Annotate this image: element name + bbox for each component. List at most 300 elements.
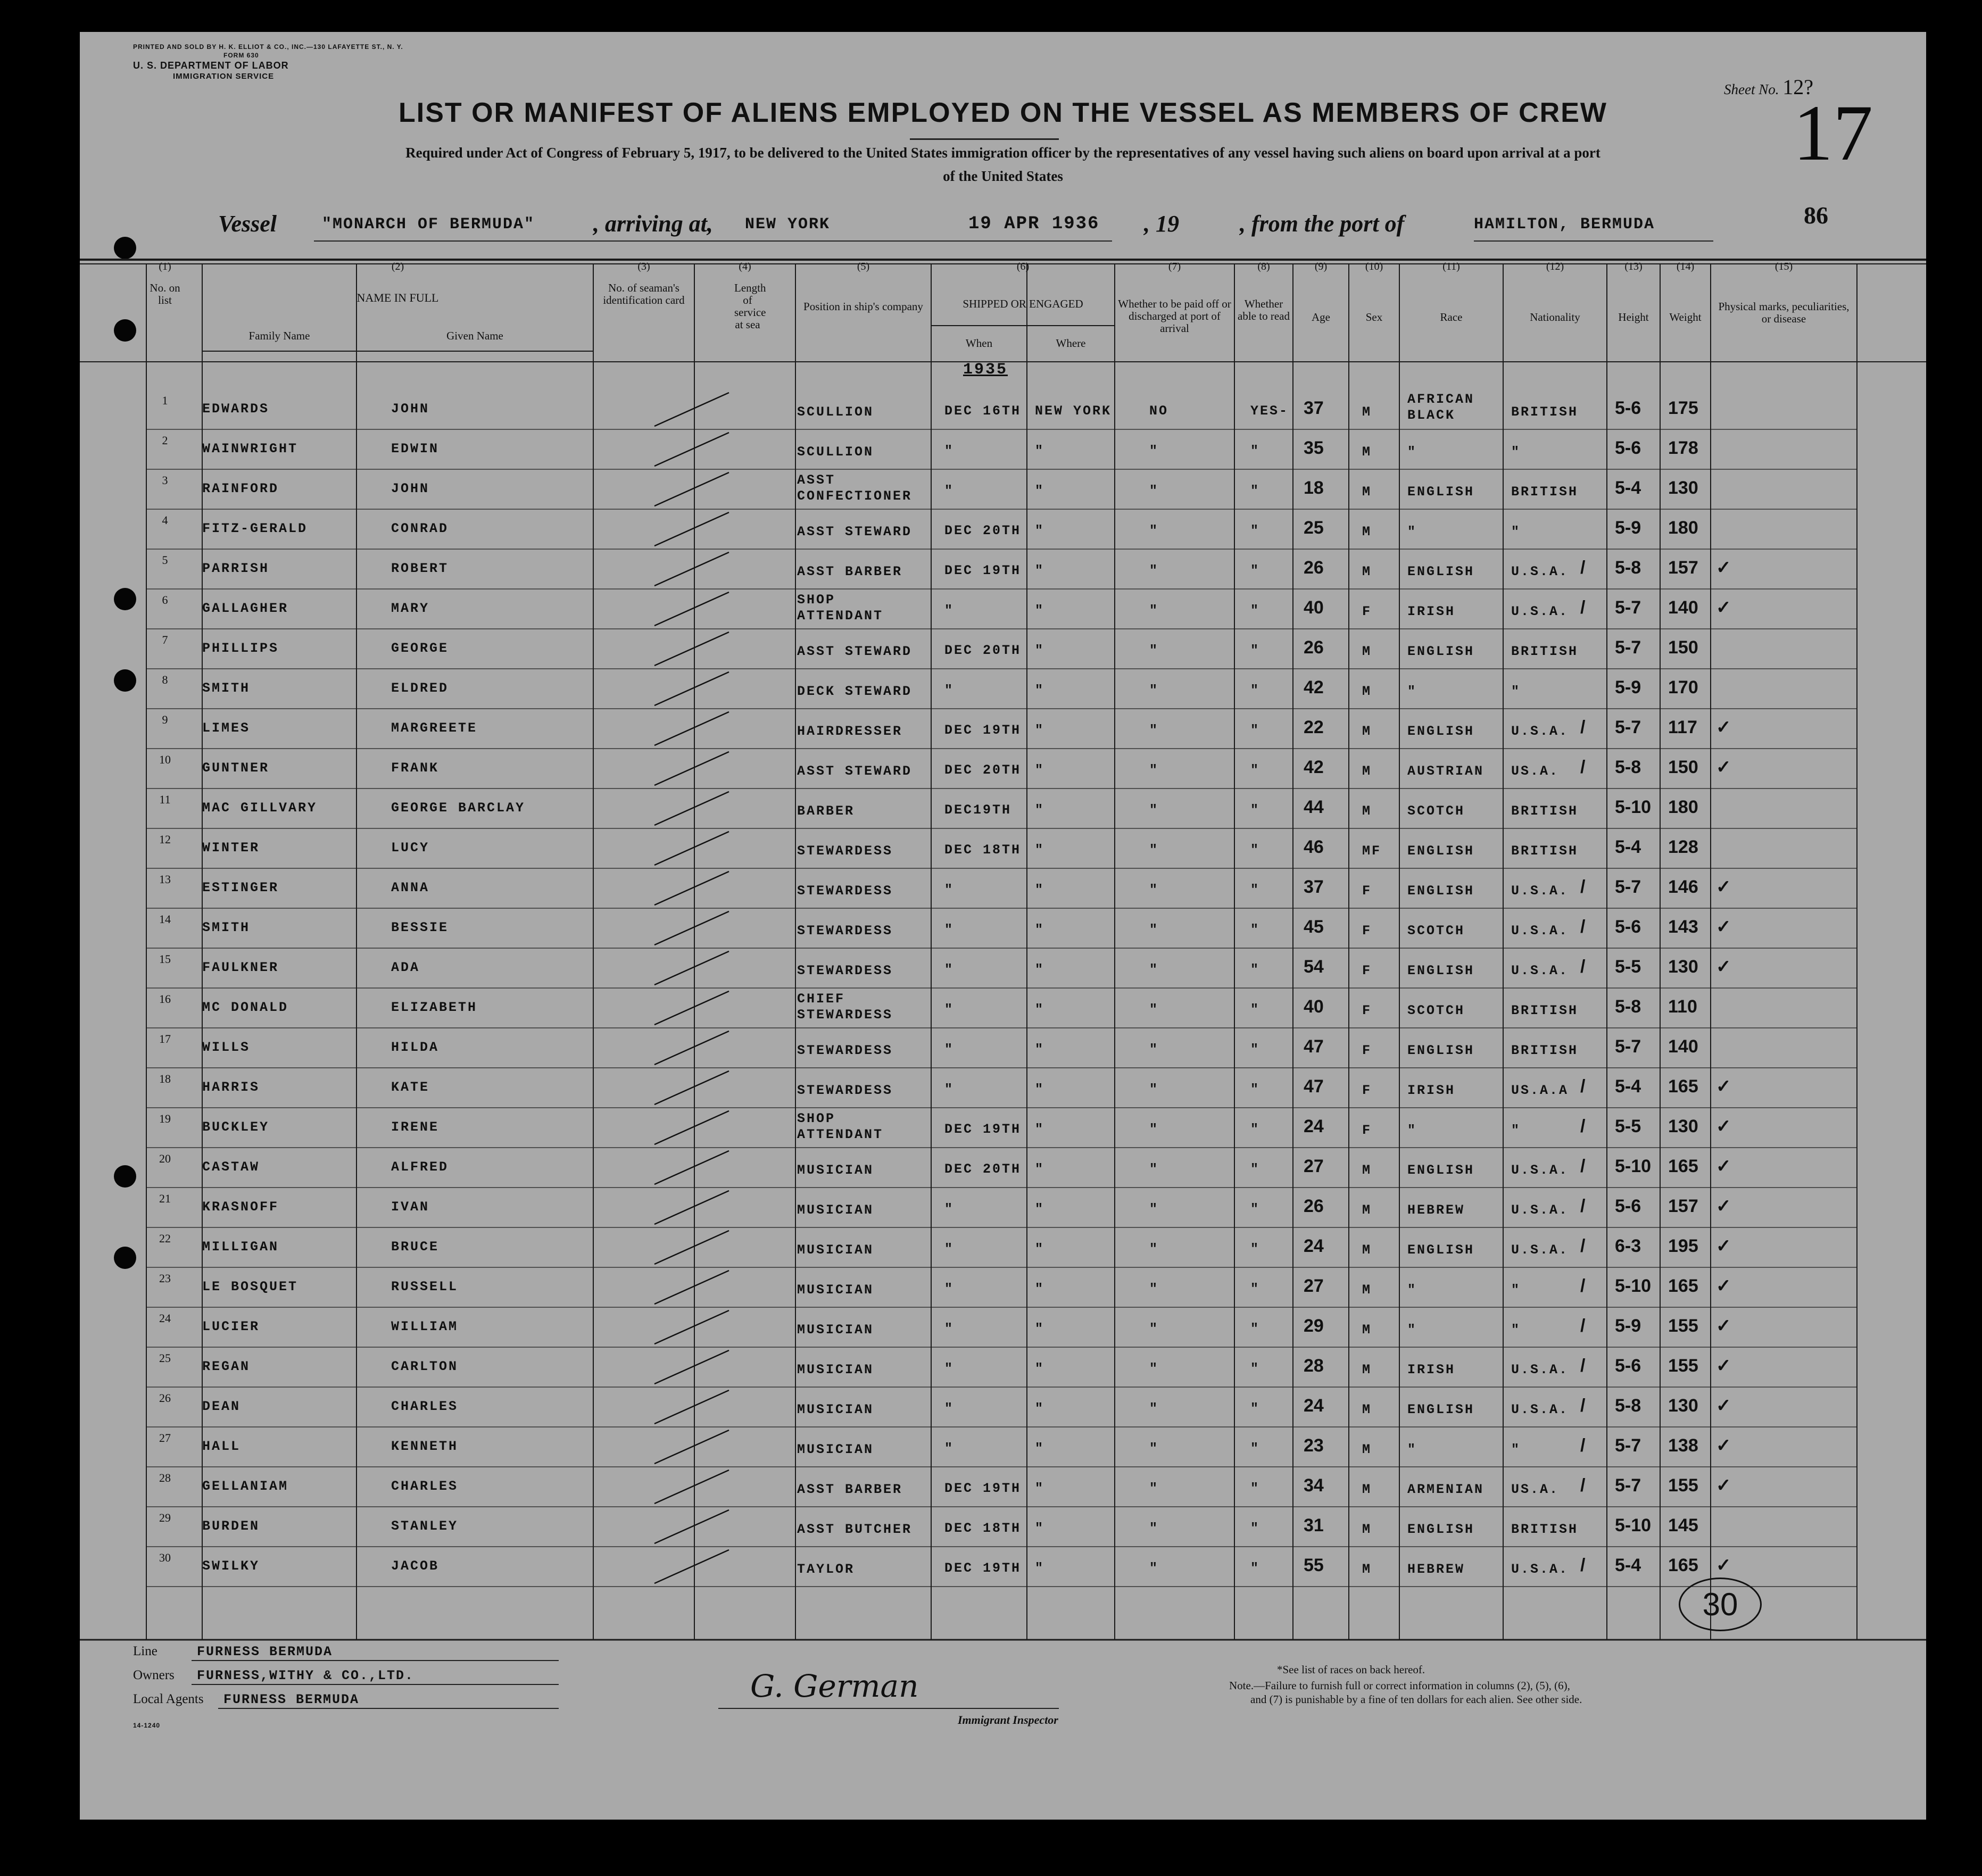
able-to-read: " (1250, 1082, 1260, 1097)
position: STEWARDESS (797, 843, 893, 859)
paid-off: NO (1149, 403, 1169, 419)
family-name: HALL (202, 1439, 241, 1454)
form-number: FORM 630 (223, 52, 259, 59)
where-engaged: NEW YORK (1035, 403, 1112, 419)
check-mark: ✓ (1716, 1116, 1731, 1136)
where-engaged: " (1035, 483, 1045, 499)
nationality: U.S.A. (1511, 1202, 1569, 1218)
given-name: JOHN (391, 481, 430, 496)
position: SHOP (797, 592, 836, 608)
nationality: U.S.A. (1511, 1402, 1569, 1417)
given-name: LUCY (391, 840, 430, 856)
when-engaged: " (944, 962, 955, 977)
given-name: ADA (391, 960, 420, 975)
card-slash-mark (654, 1191, 729, 1224)
card-slash-mark (654, 832, 729, 865)
height: 6-3 (1615, 1236, 1641, 1256)
race: HEBREW (1407, 1202, 1465, 1218)
able-to-read: " (1250, 1560, 1260, 1576)
race: SCOTCH (1407, 803, 1465, 819)
card-slash-mark (654, 1470, 729, 1504)
nationality-mark: / (1580, 1396, 1586, 1416)
nationality-mark: / (1580, 1555, 1586, 1575)
position: MUSICIAN (797, 1322, 874, 1338)
weight: 138 (1668, 1435, 1698, 1456)
weight: 180 (1668, 518, 1698, 538)
where-engaged: " (1035, 1122, 1045, 1137)
age: 44 (1304, 797, 1324, 817)
nationality: " (1511, 444, 1521, 460)
col-14-number: (14) (1676, 261, 1695, 272)
race: ENGLISH (1407, 843, 1475, 859)
weight: 130 (1668, 1116, 1698, 1136)
when-engaged: DEC 18TH (944, 1521, 1022, 1536)
given-name: BRUCE (391, 1239, 439, 1255)
weight: 155 (1668, 1475, 1698, 1496)
printer-line: PRINTED AND SOLD BY H. K. ELLIOT & CO., INC.—130 LAFAYETTE ST., N. Y. (133, 43, 403, 51)
able-to-read: " (1250, 842, 1260, 858)
given-name: RUSSELL (391, 1279, 459, 1294)
row-number: 10 (159, 753, 171, 766)
paid-off: " (1149, 1481, 1159, 1496)
card-slash-mark (654, 512, 729, 546)
where-engaged: " (1035, 842, 1045, 858)
family-name: KRASNOFF (202, 1199, 279, 1215)
age: 42 (1304, 677, 1324, 698)
check-mark: ✓ (1716, 1076, 1731, 1097)
age: 18 (1304, 478, 1324, 498)
weight: 130 (1668, 1396, 1698, 1416)
when-engaged: DEC 19TH (944, 563, 1022, 578)
card-slash-mark (654, 1151, 729, 1184)
owners-value: FURNESS,WITHY & CO.,LTD. (197, 1668, 414, 1683)
where-engaged: " (1035, 1481, 1045, 1496)
where-engaged: " (1035, 1321, 1045, 1337)
age: 34 (1304, 1475, 1324, 1496)
paid-off: " (1149, 802, 1159, 818)
row-number: 24 (159, 1311, 171, 1325)
race: ENGLISH (1407, 1522, 1475, 1537)
age: 26 (1304, 558, 1324, 578)
when-engaged: " (944, 1042, 955, 1057)
row-number: 20 (159, 1152, 171, 1165)
sex: MF (1362, 843, 1382, 859)
height: 5-5 (1615, 1116, 1641, 1136)
height: 5-7 (1615, 1475, 1641, 1496)
form-code: 14-1240 (133, 1722, 161, 1729)
nationality-mark: / (1580, 1236, 1586, 1256)
age: 25 (1304, 518, 1324, 538)
col-2-number: (2) (391, 261, 404, 272)
able-to-read: " (1250, 1201, 1260, 1217)
when-engaged: DEC 19TH (944, 723, 1022, 738)
nationality-mark: / (1580, 1196, 1586, 1216)
when-engaged: " (944, 603, 955, 618)
given-name: WILLIAM (391, 1319, 459, 1334)
nationality-mark: / (1580, 558, 1586, 578)
date-stamp: 19 APR 1936 (968, 214, 1100, 234)
sex: M (1362, 644, 1372, 659)
sex: M (1362, 564, 1372, 579)
given-name: EDWIN (391, 441, 439, 456)
able-to-read: " (1250, 483, 1260, 499)
sex: M (1362, 484, 1372, 500)
height: 5-6 (1615, 1356, 1641, 1376)
when-engaged: " (944, 1241, 955, 1257)
sex: F (1362, 883, 1372, 899)
check-mark: ✓ (1716, 597, 1731, 618)
check-mark: ✓ (1716, 1276, 1731, 1296)
weight: 140 (1668, 1036, 1698, 1057)
given-name: ELDRED (391, 680, 449, 696)
age: 42 (1304, 757, 1324, 777)
nationality: U.S.A. (1511, 564, 1569, 579)
row-number: 28 (159, 1471, 171, 1484)
able-to-read: " (1250, 563, 1260, 578)
family-name: LUCIER (202, 1319, 260, 1334)
position: CHIEF (797, 991, 845, 1007)
row-number: 2 (162, 434, 168, 447)
card-slash-mark (654, 991, 729, 1025)
where-engaged: " (1035, 1241, 1045, 1257)
col-shipped-engaged: SHIPPED OR ENGAGED (963, 297, 1083, 310)
paid-off: " (1149, 1361, 1159, 1376)
paid-off: " (1149, 762, 1159, 778)
weight: 146 (1668, 877, 1698, 897)
able-to-read: " (1250, 1281, 1260, 1297)
paid-off: " (1149, 483, 1159, 499)
check-mark: ✓ (1716, 1396, 1731, 1416)
row-number: 14 (159, 912, 171, 926)
arriving-port: NEW YORK (745, 215, 831, 234)
height: 5-8 (1615, 558, 1641, 578)
position: SCULLION (797, 404, 874, 420)
row-number: 16 (159, 992, 171, 1006)
card-slash-mark (654, 472, 729, 506)
row-number: 12 (159, 833, 171, 846)
row-number: 11 (159, 793, 171, 806)
age: 26 (1304, 1196, 1324, 1216)
given-name: GEORGE BARCLAY (391, 800, 526, 816)
race: ENGLISH (1407, 484, 1475, 500)
race: SCOTCH (1407, 923, 1465, 939)
race: AUSTRIAN (1407, 763, 1485, 779)
given-name: ALFRED (391, 1159, 449, 1175)
agents-value: FURNESS BERMUDA (223, 1692, 360, 1707)
height: 5-7 (1615, 1036, 1641, 1057)
family-name: BURDEN (202, 1518, 260, 1534)
age: 28 (1304, 1356, 1324, 1376)
nationality: U.S.A. (1511, 1362, 1569, 1377)
age: 55 (1304, 1555, 1324, 1575)
family-name: GALLAGHER (202, 601, 289, 616)
height: 5-7 (1615, 1435, 1641, 1456)
family-name: MC DONALD (202, 1000, 289, 1015)
from-port: HAMILTON, BERMUDA (1474, 215, 1655, 234)
weight: 128 (1668, 837, 1698, 857)
paid-off: " (1149, 1281, 1159, 1297)
row-number: 3 (162, 474, 168, 487)
nationality: U.S.A. (1511, 1242, 1569, 1258)
sex: M (1362, 524, 1372, 539)
paid-off: " (1149, 1241, 1159, 1257)
paid-off: " (1149, 643, 1159, 658)
check-mark: ✓ (1716, 558, 1731, 578)
height: 5-8 (1615, 1396, 1641, 1416)
able-to-read: " (1250, 1481, 1260, 1496)
sex: M (1362, 1482, 1372, 1497)
col-physical-marks: Physical marks, peculiarities, or disease (1718, 300, 1850, 325)
col-paid-off: Whether to be paid off or discharged at port of arrival (1118, 297, 1231, 335)
family-name: SMITH (202, 920, 251, 935)
height: 5-10 (1615, 797, 1652, 817)
height: 5-10 (1615, 1515, 1652, 1535)
given-name: GEORGE (391, 641, 449, 656)
height: 5-10 (1615, 1156, 1652, 1176)
agents-label: Local Agents (133, 1692, 204, 1706)
race: HEBREW (1407, 1562, 1465, 1577)
position: ASST (797, 472, 836, 488)
when-engaged: " (944, 1281, 955, 1297)
check-mark: ✓ (1716, 1156, 1731, 1176)
race: ENGLISH (1407, 883, 1475, 899)
row-number: 21 (159, 1192, 171, 1205)
subtitle: Required under Act of Congress of February 5, 1917, to be delivered to the United States immigration officer by the representatives of any vessel having such aliens on board upon arrival at a port of the United States (405, 145, 1600, 184)
nationality: " (1511, 524, 1521, 539)
owners-underline (192, 1684, 559, 1685)
able-to-read: " (1250, 603, 1260, 618)
position: STEWARDESS (797, 1083, 893, 1098)
able-to-read: " (1250, 922, 1260, 937)
row-number: 7 (162, 633, 168, 646)
when-engaged: " (944, 1082, 955, 1097)
sex: F (1362, 1123, 1372, 1138)
card-slash-mark (654, 1550, 729, 1583)
paid-off: " (1149, 1082, 1159, 1097)
weight: 110 (1668, 997, 1697, 1017)
nationality-mark: / (1580, 1116, 1586, 1136)
able-to-read: YES- (1250, 403, 1289, 419)
age: 26 (1304, 637, 1324, 658)
weight: 150 (1668, 637, 1698, 658)
family-name: HARRIS (202, 1080, 260, 1095)
col-height: Height (1618, 311, 1649, 323)
row-number: 8 (162, 673, 168, 686)
family-name: WAINWRIGHT (202, 441, 298, 456)
row-number: 6 (162, 593, 168, 607)
row-number: 29 (159, 1511, 171, 1524)
sex: F (1362, 1083, 1372, 1098)
paid-off: " (1149, 962, 1159, 977)
given-name: IVAN (391, 1199, 430, 1215)
family-name: LIMES (202, 720, 251, 736)
race: ARMENIAN (1407, 1482, 1485, 1497)
height: 5-6 (1615, 398, 1641, 418)
col-age: Age (1312, 311, 1330, 323)
paid-off: " (1149, 922, 1159, 937)
able-to-read: " (1250, 443, 1260, 459)
weight: 175 (1668, 398, 1698, 418)
age: 45 (1304, 917, 1324, 937)
col-nationality: Nationality (1530, 311, 1580, 323)
check-mark: ✓ (1716, 1475, 1731, 1496)
weight: 165 (1668, 1076, 1698, 1097)
nationality: " (1511, 684, 1521, 699)
age: 24 (1304, 1396, 1324, 1416)
col-4-number: (4) (739, 261, 751, 272)
position: SHOP (797, 1111, 836, 1126)
col-where: Where (1056, 337, 1086, 350)
race: " (1407, 444, 1417, 460)
age: 35 (1304, 438, 1324, 458)
position: ASST STEWARD (797, 524, 913, 539)
given-name: ROBERT (391, 561, 449, 576)
paid-off: " (1149, 1321, 1159, 1337)
weight: 130 (1668, 478, 1698, 498)
where-engaged: " (1035, 802, 1045, 818)
arriving-label: , arriving at, (593, 211, 713, 237)
position: ASST BARBER (797, 564, 903, 579)
card-slash-mark (654, 672, 729, 705)
where-engaged: " (1035, 1560, 1045, 1576)
family-name: RAINFORD (202, 481, 279, 496)
nationality: " (1511, 1123, 1521, 1138)
where-engaged: " (1035, 1042, 1045, 1057)
age: 37 (1304, 877, 1324, 897)
where-engaged: " (1035, 882, 1045, 898)
sex: F (1362, 1043, 1372, 1058)
given-name: IRENE (391, 1119, 439, 1135)
weight: 178 (1668, 438, 1698, 458)
height: 5-10 (1615, 1276, 1652, 1296)
race: " (1407, 1282, 1417, 1298)
when-engaged: DEC 19TH (944, 1481, 1022, 1496)
age: 46 (1304, 837, 1324, 857)
paid-off: " (1149, 882, 1159, 898)
weight: 117 (1668, 717, 1697, 737)
weight: 157 (1668, 558, 1698, 578)
col-weight: Weight (1669, 311, 1702, 323)
paid-off: " (1149, 1201, 1159, 1217)
row-number: 13 (159, 873, 171, 886)
col-length-service: Length of service at sea (734, 281, 766, 331)
race: ENGLISH (1407, 724, 1475, 739)
row-number: 30 (159, 1551, 171, 1564)
card-slash-mark (654, 1430, 729, 1464)
row-number: 17 (159, 1032, 171, 1045)
nationality: U.S.A. (1511, 724, 1569, 739)
family-name: SWILKY (202, 1558, 260, 1574)
inspector-signature: G. German (750, 1668, 919, 1704)
able-to-read: " (1250, 762, 1260, 778)
age: 23 (1304, 1435, 1324, 1456)
check-mark: ✓ (1716, 917, 1731, 937)
position: STEWARDESS (797, 883, 893, 899)
col-15-number: (15) (1774, 261, 1793, 272)
position: ASST STEWARD (797, 763, 913, 779)
family-name: FITZ-GERALD (202, 521, 308, 536)
paid-off: " (1149, 1521, 1159, 1536)
nationality: US.A. (1511, 1482, 1560, 1497)
where-engaged: " (1035, 1401, 1045, 1416)
given-name: JACOB (391, 1558, 439, 1574)
nationality-mark: / (1580, 1156, 1586, 1176)
family-name: MILLIGAN (202, 1239, 279, 1255)
penalty-note-2: and (7) is punishable by a fine of ten dollars for each alien. See other side. (1250, 1693, 1582, 1706)
able-to-read: " (1250, 723, 1260, 738)
when-engaged: " (944, 443, 955, 459)
able-to-read: " (1250, 882, 1260, 898)
line-value: FURNESS BERMUDA (197, 1644, 333, 1659)
paid-off: " (1149, 683, 1159, 698)
check-mark: ✓ (1716, 1196, 1731, 1216)
nationality: BRITISH (1511, 843, 1579, 859)
nationality: BRITISH (1511, 484, 1579, 500)
position: MUSICIAN (797, 1402, 874, 1417)
when-engaged: " (944, 683, 955, 698)
where-engaged: " (1035, 1521, 1045, 1536)
given-name: KENNETH (391, 1439, 459, 1454)
weight: 143 (1668, 917, 1698, 937)
family-name: EDWARDS (202, 401, 270, 417)
nationality: U.S.A. (1511, 963, 1569, 978)
position: ATTENDANT (797, 1127, 884, 1142)
weight: 180 (1668, 797, 1698, 817)
when-engaged: DEC 19TH (944, 1560, 1022, 1576)
row-number: 9 (162, 713, 168, 726)
when-engaged: " (944, 1401, 955, 1416)
given-name: CHARLES (391, 1479, 459, 1494)
age: 40 (1304, 997, 1324, 1017)
check-mark: ✓ (1716, 1356, 1731, 1376)
family-name: CASTAW (202, 1159, 260, 1175)
year-label: , 19 (1144, 211, 1179, 237)
height: 5-9 (1615, 677, 1641, 698)
where-engaged: " (1035, 922, 1045, 937)
age: 27 (1304, 1156, 1324, 1176)
races-note: *See list of races on back hereof. (1277, 1663, 1425, 1676)
when-engaged: " (944, 1002, 955, 1017)
card-slash-mark (654, 911, 729, 945)
sex: M (1362, 803, 1372, 819)
where-engaged: " (1035, 683, 1045, 698)
row-number: 15 (159, 952, 171, 966)
family-name: GELLANIAM (202, 1479, 289, 1494)
given-name: HILDA (391, 1040, 439, 1055)
given-name: STANLEY (391, 1518, 459, 1534)
given-name: ELIZABETH (391, 1000, 478, 1015)
nationality-mark: / (1580, 917, 1586, 937)
age: 27 (1304, 1276, 1324, 1296)
position: DECK STEWARD (797, 684, 913, 699)
vessel-name: "MONARCH OF BERMUDA" (322, 215, 535, 234)
nationality: BRITISH (1511, 404, 1579, 420)
weight: 140 (1668, 597, 1698, 618)
when-engaged: " (944, 483, 955, 499)
able-to-read: " (1250, 523, 1260, 538)
able-to-read: " (1250, 1521, 1260, 1536)
card-slash-mark (654, 552, 729, 586)
family-name: LE BOSQUET (202, 1279, 298, 1294)
able-to-read: " (1250, 683, 1260, 698)
sex: F (1362, 923, 1372, 939)
family-name: PHILLIPS (202, 641, 279, 656)
check-mark: ✓ (1716, 757, 1731, 777)
nationality: BRITISH (1511, 803, 1579, 819)
race: " (1407, 1322, 1417, 1338)
where-engaged: " (1035, 1201, 1045, 1217)
nationality: U.S.A. (1511, 604, 1569, 619)
